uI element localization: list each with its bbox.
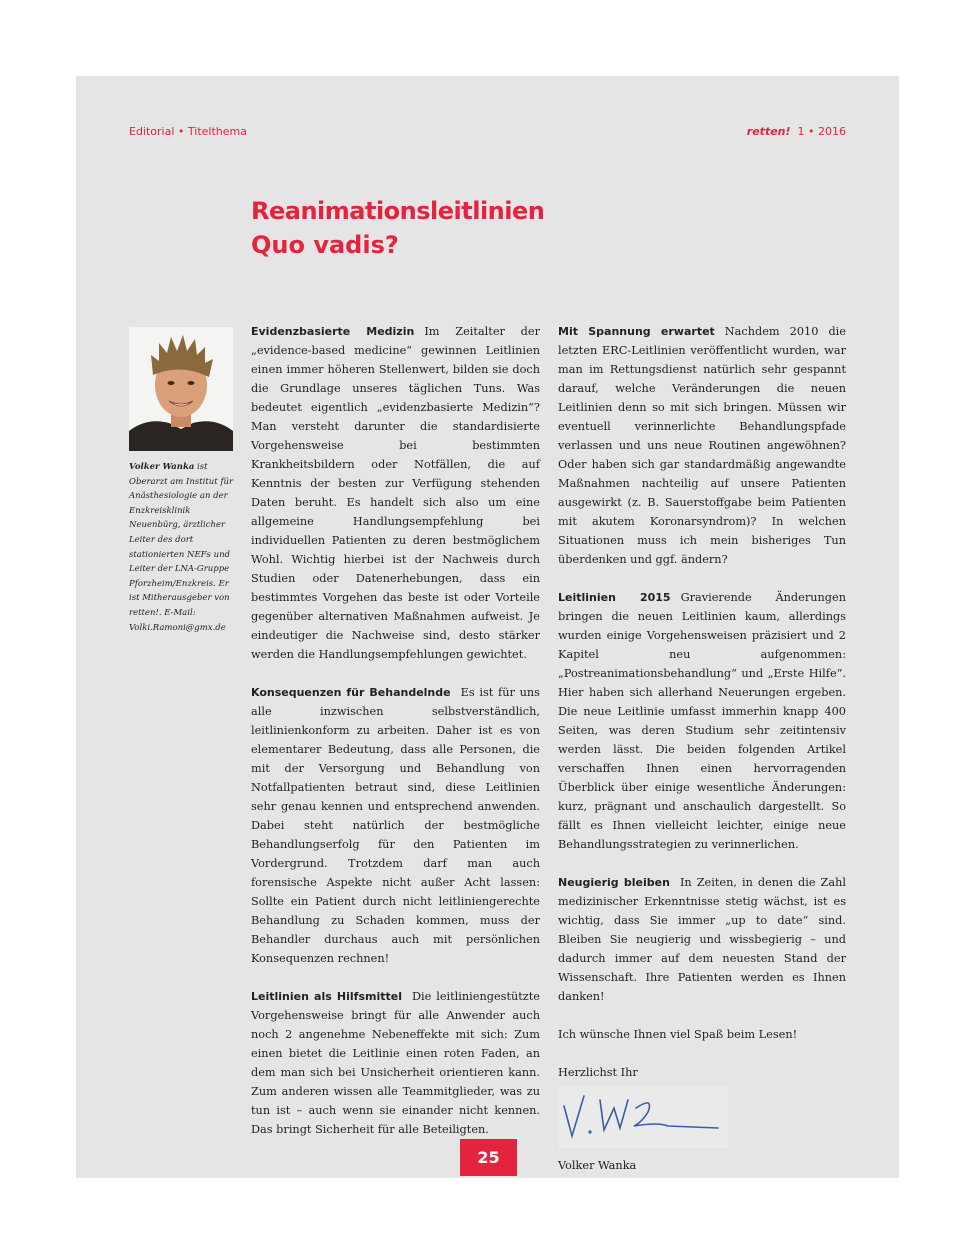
section-text: Im Zeitalter der „evidence-based medicine“ gewinnen Leitlinien einen immer höheren Stellenwert, bilden sie doch die Grundlage unseres täglichen Tuns. Was bedeutet eigentlich „evidenzbasierte Medizin“? Man versteht darunter die standardisierte Vorgehensweise bei bestimmten Krankheitsbildern oder Notfällen, die auf Kenntnis der besten zur Verfügung stehenden Daten beruht. Es handelt sich also um eine allgemeine Handlungsempfehlung bei individuellen Patienten zu deren bestmöglichem Wohl. Wichtig hierbei ist der Nachweis durch Studien oder Datenerhebungen, dass ein bestimmtes Vorgehen das beste ist oder Vorteile gegenüber alternativen Maßnahmen aufweist. Je eindeutiger die Nachweise sind, desto stärker werden die Handlungsempfehlungen gewichtet.	[251, 325, 540, 661]
running-header-section: Editorial • Titelthema	[129, 125, 247, 138]
author-photo	[129, 327, 233, 451]
column-left	[251, 322, 540, 1158]
section-text: In Zeiten, in denen die Zahl medizinischer Erkenntnisse stetig wächst, ist es wichtig, dass Sie immer „up to date“ sind. Bleiben Sie neugierig und wissbegierig – und dadurch immer auf dem neuesten Stand der Wissenschaft. Ihre Patienten werden es Ihnen danken!	[558, 876, 847, 1003]
issue-number: 1 • 2016	[797, 125, 846, 138]
section-text: Die leitliniengestützte Vorgehensweise bringt für alle Anwender auch noch 2 angenehme Nebeneffekte mit sich: Zum einen bietet die Leitlinie einen roten Faden, an dem man sich bei Unsicherheit orientieren kann. Zum anderen wissen alle Teammitglieder, was zu tun ist – auch wenn sie einander nicht kennen. Das bringt Sicherheit für alle Beteiligten.	[251, 990, 540, 1136]
closing-name: Volker Wanka	[558, 1159, 637, 1172]
section-heading: Konsequenzen für Behandelnde	[251, 686, 451, 699]
section-paragraph	[251, 322, 540, 664]
signature-image	[558, 1086, 728, 1148]
section-text: Gravierende Änderungen bringen die neuen Leitlinien kaum, allerdings wurden einige Vorgehensweisen präzisiert und 2 Kapitel neu aufgenommen: „Postreanimationsbehandlung“ und „Erste Hilfe“. Hier haben sich allerhand Neuerungen ergeben. Die neue Leitlinie umfasst immerhin knapp 400 Seiten, was deren Studium sehr zeitintensiv werden lässt. Die beiden folgenden Artikel verschaffen Ihnen einen hervorragenden Überblick über einige wesentliche Änderungen: kurz, prägnant und anschaulich dargestellt. So fällt es Ihnen vielleicht leichter, einige neue Behandlungsstrategien zu verinnerlichen.	[558, 591, 846, 851]
author-name: Volker Wanka	[129, 462, 195, 472]
section-text: Nachdem 2010 die letzten ERC-Leitlinien veröffentlicht wurden, war man im Rettungsdienst natürlich sehr gespannt darauf, welche Veränderungen die neuen Leitlinien denn so mit sich bringen. Müssen wir eventuell verinnerlichte Behandlungspfade verlassen und uns neue Routinen angewöhnen? Oder haben sich gar standardmäßig angewandte Maßnahmen nachteilig auf unsere Patienten ausgewirkt (z. B. Sauerstoffgabe beim Patienten mit akutem Koronarsyndrom)? In welchen Situationen muss ich mein bisheriges Tun überdenken und ggf. ändern?	[558, 325, 846, 566]
closing-greeting: Herzlichst Ihr	[558, 1066, 638, 1079]
running-header-issue	[747, 125, 846, 138]
magazine-name: retten!	[746, 125, 791, 138]
page-number: 25	[460, 1139, 517, 1176]
section-paragraph	[251, 987, 540, 1139]
column-right	[558, 322, 846, 1194]
author-bio: ist Oberarzt am Institut für Anästhesiologie an der Enzkreisklinik Neuenbürg, ärztlicher Leiter des dort stationierten NEFs und Leiter der LNA-Gruppe Pforzheim/Enzkreis. Er ist Mitherausgeber von retten!. E-Mail: Volki.Ramoni@gmx.de	[129, 462, 234, 633]
section-paragraph	[251, 683, 540, 968]
section-paragraph	[558, 588, 846, 854]
author-caption	[129, 460, 237, 635]
section-heading: Mit Spannung erwartet	[558, 325, 715, 338]
section-heading: Leitlinien als Hilfsmittel	[251, 990, 402, 1003]
section-paragraph	[558, 873, 846, 1006]
section-heading: Leitlinien 2015	[558, 591, 671, 604]
section-heading: Neugierig bleiben	[558, 876, 670, 889]
section-paragraph	[558, 322, 846, 569]
section-text: Es ist für uns alle inzwischen selbstverständlich, leitlinienkonform zu arbeiten. Daher ist es von elementarer Bedeutung, dass alle Personen, die mit der Versorgung und Behandlung von Notfallpatienten betraut sind, diese Leitlinien sehr genau kennen und entsprechend anwenden. Dabei steht natürlich der bestmögliche Behandlungserfolg für den Patienten im Vordergrund. Trotzdem darf man auch forensische Aspekte nicht außer Acht lassen: Sollte ein Patient durch nicht leitliniengerechte Behandlung zu Schaden kommen, muss der Behandler durchaus auch mit persönlichen Konsequenzen rechnen!	[251, 686, 540, 965]
section-heading: Evidenzbasierte Medizin	[251, 325, 415, 338]
article-title: Reanimationsleitlinien	[251, 197, 545, 225]
closing-wish: Ich wünsche Ihnen viel Spaß beim Lesen!	[558, 1028, 798, 1041]
article-subtitle: Quo vadis?	[251, 231, 399, 259]
